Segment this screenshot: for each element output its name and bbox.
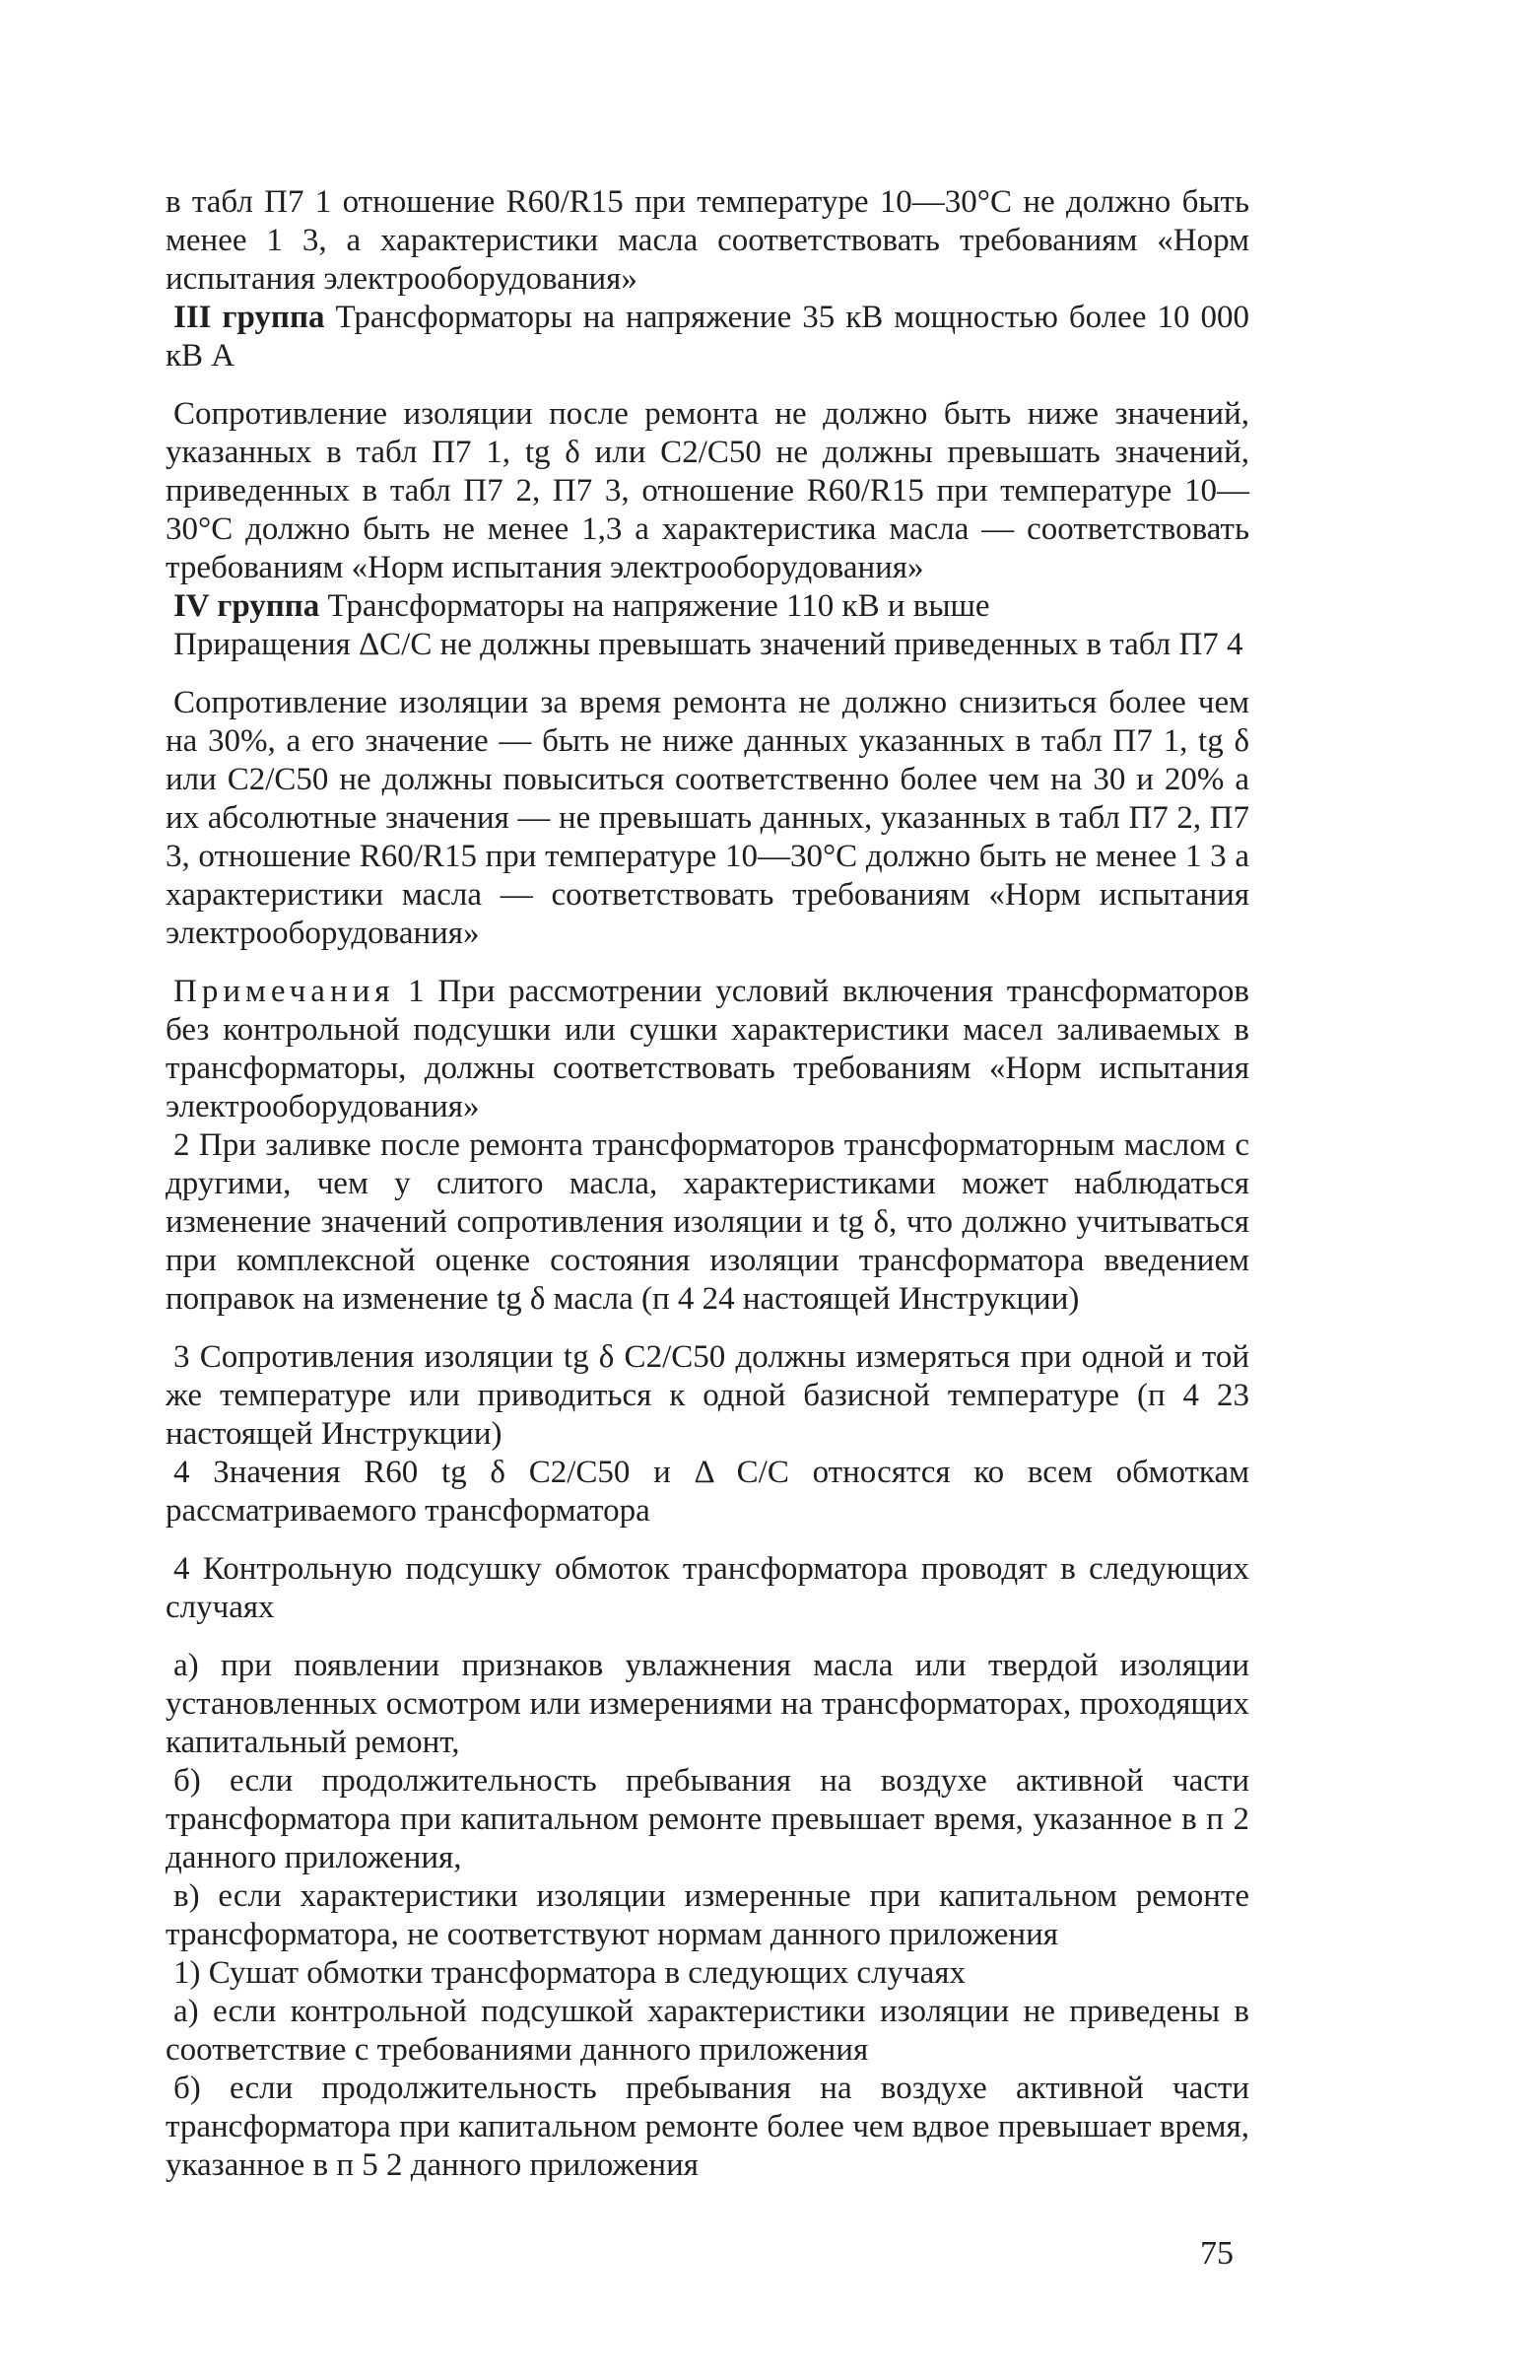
group-3-label: III группа: [173, 300, 325, 335]
paragraph-group-3-heading: III группа Трансформаторы на напряжение 35 кВ мощностью более 10 000 кВ А: [166, 300, 1249, 374]
page-text: [166, 183, 1249, 2185]
list-item-b-drying-exposure-double: б) если продолжительность пребывания на воздухе активной части трансформатора при капитальном ремонте более чем вдвое превышает время, указанное в п 5 2 данного приложения: [166, 2071, 1249, 2183]
paragraph-capacitance-increase: Приращения ΔC/C не должны превышать значений приведенных в табл П7 4: [173, 627, 1243, 662]
paragraph-note-2: 2 При заливке после ремонта трансформаторов трансформаторным маслом с другими, чем у слитого масла, характеристиками может наблюдаться изменение значений сопротивления изоляции и tg δ, что должно учитываться при комплексной оценке состояния изоляции трансформатора введением поправок на изменение tg δ масла (п 4 24 настоящей Инструкции): [166, 1127, 1249, 1317]
list-item-b-air-exposure: б) если продолжительность пребывания на воздухе активной части трансформатора при капитальном ремонте превышает время, указанное в п 2 данного приложения,: [166, 1763, 1249, 1875]
paragraph-note-3: 3 Сопротивления изоляции tg δ C2/C50 должны измеряться при одной и той же температуре или приводиться к одной базисной температуре (п 4 23 настоящей Инструкции): [166, 1339, 1249, 1452]
list-item-a-drying-not-restored: а) если контрольной подсушкой характеристики изоляции не приведены в соответствие с требованиями данного приложения: [166, 1994, 1249, 2068]
paragraph-ratio-requirement: в табл П7 1 отношение R60/R15 при температуре 10—30°С не должно быть менее 1 3, а характеристики масла соответствовать требованиям «Норм испытания электрооборудования»: [166, 184, 1249, 297]
paragraph-drying-cases: 1) Сушат обмотки трансформатора в следующих случаях: [173, 1955, 966, 1991]
notes-label: Примечания: [173, 974, 395, 1009]
page-number: 75: [1200, 2235, 1234, 2272]
paragraph-note-1: Примечания 1 При рассмотрении условий включения трансформаторов без контрольной подсушки или сушки характеристики масел заливаемых в трансформаторы, должны соответствовать требованиям «Норм испытания электрооборудования»: [166, 974, 1249, 1124]
list-item-c-insulation-nonconformity: в) если характеристики изоляции измеренные при капитальном ремонте трансформатора, не соответствуют нормам данного приложения: [166, 1878, 1249, 1952]
paragraph-section-4-control-drying: 4 Контрольную подсушку обмоток трансформатора проводят в следующих случаях: [166, 1551, 1249, 1625]
group-4-label: IV группа: [173, 588, 320, 624]
paragraph-group-3-requirements: Сопротивление изоляции после ремонта не должно быть ниже значений, указанных в табл П7 1, tg δ или C2/C50 не должны превышать значений, приведенных в табл П7 2, П7 3, отношение R60/R15 при температуре 10—30°С должно быть не менее 1,3 а характеристика масла — соответствовать требованиям «Норм испытания электрооборудования»: [166, 396, 1249, 585]
paragraph-group-4-heading: IV группа Трансформаторы на напряжение 110 кВ и выше: [173, 588, 990, 624]
list-item-a-moisture-signs: а) при появлении признаков увлажнения масла или твердой изоляции установленных осмотром или измерениями на трансформаторах, проходящих капитальный ремонт,: [166, 1648, 1249, 1760]
paragraph-note-4: 4 Значения R60 tg δ C2/C50 и Δ C/C относятся ко всем обмоткам рассматриваемого трансформатора: [166, 1455, 1249, 1529]
paragraph-group-4-requirements: Сопротивление изоляции за время ремонта не должно снизиться более чем на 30%, а его значение — быть не ниже данных указанных в табл П7 1, tg δ или C2/C50 не должны повыситься соответственно более чем на 30 и 20% а их абсолютные значения — не превышать данных, указанных в табл П7 2, П7 3, отношение R60/R15 при температуре 10—30°С должно быть не менее 1 3 а характеристики масла — соответствовать требованиям «Норм испытания электрооборудования»: [166, 685, 1249, 951]
